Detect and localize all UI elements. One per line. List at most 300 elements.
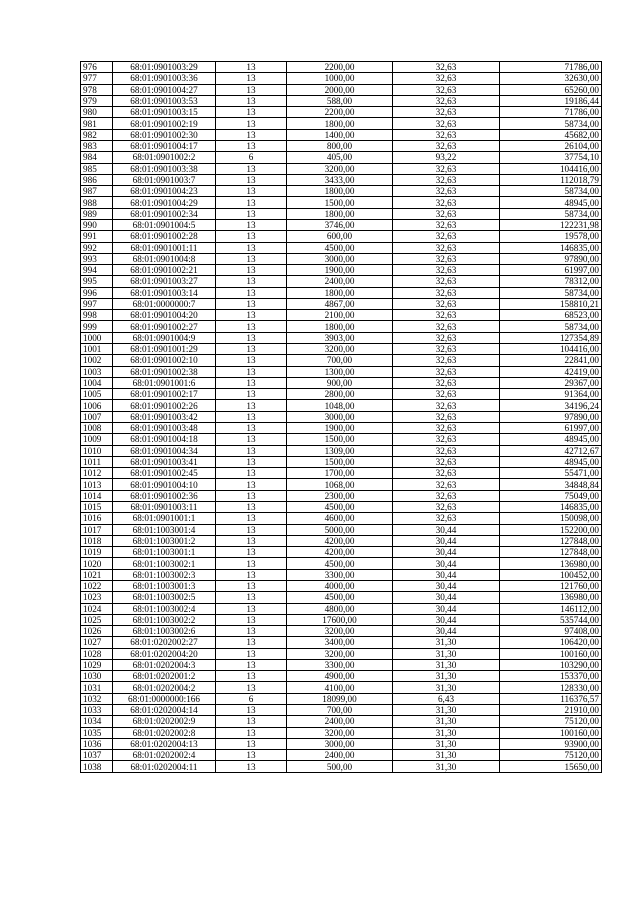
area-cell: 1700,00	[287, 468, 393, 479]
cadastral-number-cell: 68:01:0901003:36	[113, 73, 216, 84]
area-cell: 4200,00	[287, 547, 393, 558]
table-row	[81, 603, 602, 614]
table-row	[81, 389, 602, 400]
category-cell: 13	[216, 569, 287, 580]
area-cell: 3000,00	[287, 411, 393, 422]
rate-cell: 32,63	[393, 253, 500, 264]
row-number-cell: 999	[81, 321, 113, 332]
cadastral-number-cell: 68:01:0901003:53	[113, 95, 216, 106]
category-cell: 13	[216, 592, 287, 603]
value-cell: 100160,00	[500, 727, 602, 738]
area-cell: 4867,00	[287, 298, 393, 309]
cadastral-number-cell: 68:01:0901004:29	[113, 197, 216, 208]
value-cell: 32630,00	[500, 73, 602, 84]
row-number-cell: 1031	[81, 682, 113, 693]
table-row	[81, 321, 602, 332]
table-row	[81, 287, 602, 298]
cadastral-number-cell: 68:01:0901003:27	[113, 276, 216, 287]
table-row	[81, 344, 602, 355]
area-cell: 2400,00	[287, 716, 393, 727]
value-cell: 29367,00	[500, 377, 602, 388]
category-cell: 13	[216, 411, 287, 422]
area-cell: 3903,00	[287, 332, 393, 343]
rate-cell: 6,43	[393, 693, 500, 704]
category-cell: 13	[216, 490, 287, 501]
category-cell: 13	[216, 197, 287, 208]
category-cell: 13	[216, 535, 287, 546]
category-cell: 13	[216, 219, 287, 230]
category-cell: 13	[216, 603, 287, 614]
table-row	[81, 479, 602, 490]
table-row	[81, 411, 602, 422]
area-cell: 700,00	[287, 355, 393, 366]
cadastral-number-cell: 68:01:0901003:38	[113, 163, 216, 174]
row-number-cell: 1015	[81, 501, 113, 512]
category-cell: 13	[216, 287, 287, 298]
table-row	[81, 118, 602, 129]
cadastral-number-cell: 68:01:0202004:14	[113, 705, 216, 716]
area-cell: 1500,00	[287, 456, 393, 467]
rate-cell: 32,63	[393, 231, 500, 242]
cadastral-number-cell: 68:01:0901004:17	[113, 140, 216, 151]
value-cell: 146835,00	[500, 501, 602, 512]
table-row	[81, 592, 602, 603]
area-cell: 4500,00	[287, 242, 393, 253]
row-number-cell: 993	[81, 253, 113, 264]
category-cell: 13	[216, 524, 287, 535]
value-cell: 58734,00	[500, 186, 602, 197]
row-number-cell: 985	[81, 163, 113, 174]
category-cell: 13	[216, 231, 287, 242]
table-row	[81, 626, 602, 637]
area-cell: 700,00	[287, 705, 393, 716]
table-row	[81, 705, 602, 716]
area-cell: 2100,00	[287, 310, 393, 321]
area-cell: 2300,00	[287, 490, 393, 501]
area-cell: 1500,00	[287, 197, 393, 208]
land-plots-table	[80, 61, 602, 773]
rate-cell: 30,44	[393, 524, 500, 535]
rate-cell: 30,44	[393, 547, 500, 558]
cadastral-number-cell: 68:01:0901004:10	[113, 479, 216, 490]
area-cell: 5000,00	[287, 524, 393, 535]
table-row	[81, 490, 602, 501]
area-cell: 3200,00	[287, 163, 393, 174]
rate-cell: 32,63	[393, 434, 500, 445]
area-cell: 1800,00	[287, 321, 393, 332]
cadastral-number-cell: 68:01:0901003:11	[113, 501, 216, 512]
rate-cell: 32,63	[393, 298, 500, 309]
category-cell: 6	[216, 693, 287, 704]
category-cell: 13	[216, 366, 287, 377]
value-cell: 127354,89	[500, 332, 602, 343]
value-cell: 71786,00	[500, 62, 602, 73]
cadastral-number-cell: 68:01:1003002:5	[113, 592, 216, 603]
category-cell: 13	[216, 107, 287, 118]
row-number-cell: 1023	[81, 592, 113, 603]
row-number-cell: 1011	[81, 456, 113, 467]
area-cell: 1800,00	[287, 186, 393, 197]
area-cell: 2400,00	[287, 276, 393, 287]
value-cell: 78312,00	[500, 276, 602, 287]
table-row	[81, 738, 602, 749]
row-number-cell: 1019	[81, 547, 113, 558]
row-number-cell: 1018	[81, 535, 113, 546]
row-number-cell: 1001	[81, 344, 113, 355]
rate-cell: 32,63	[393, 366, 500, 377]
value-cell: 112018,79	[500, 174, 602, 185]
category-cell: 13	[216, 468, 287, 479]
category-cell: 13	[216, 84, 287, 95]
value-cell: 97890,00	[500, 253, 602, 264]
cadastral-number-cell: 68:01:0901001:1	[113, 513, 216, 524]
table-row	[81, 727, 602, 738]
cadastral-number-cell: 68:01:0901004:18	[113, 434, 216, 445]
category-cell: 13	[216, 62, 287, 73]
area-cell: 3000,00	[287, 253, 393, 264]
category-cell: 13	[216, 140, 287, 151]
value-cell: 48945,00	[500, 197, 602, 208]
category-cell: 13	[216, 344, 287, 355]
value-cell: 127848,00	[500, 535, 602, 546]
value-cell: 75049,00	[500, 490, 602, 501]
cadastral-number-cell: 68:01:0901002:2	[113, 152, 216, 163]
cadastral-number-cell: 68:01:1003002:3	[113, 569, 216, 580]
row-number-cell: 990	[81, 219, 113, 230]
rate-cell: 32,63	[393, 344, 500, 355]
table-row	[81, 524, 602, 535]
table-row	[81, 423, 602, 434]
area-cell: 600,00	[287, 231, 393, 242]
cadastral-number-cell: 68:01:0901002:19	[113, 118, 216, 129]
table-row	[81, 95, 602, 106]
row-number-cell: 1021	[81, 569, 113, 580]
rate-cell: 31,30	[393, 727, 500, 738]
category-cell: 13	[216, 186, 287, 197]
cadastral-number-cell: 68:01:1003001:3	[113, 580, 216, 591]
value-cell: 45682,00	[500, 129, 602, 140]
row-number-cell: 986	[81, 174, 113, 185]
category-cell: 13	[216, 682, 287, 693]
cadastral-number-cell: 68:01:0000000:7	[113, 298, 216, 309]
area-cell: 3200,00	[287, 648, 393, 659]
area-cell: 1800,00	[287, 118, 393, 129]
rate-cell: 30,44	[393, 569, 500, 580]
rate-cell: 32,63	[393, 174, 500, 185]
value-cell: 61997,00	[500, 423, 602, 434]
category-cell: 13	[216, 332, 287, 343]
value-cell: 100452,00	[500, 569, 602, 580]
area-cell: 800,00	[287, 140, 393, 151]
area-cell: 18099,00	[287, 693, 393, 704]
category-cell: 13	[216, 648, 287, 659]
row-number-cell: 977	[81, 73, 113, 84]
rate-cell: 31,30	[393, 659, 500, 670]
row-number-cell: 976	[81, 62, 113, 73]
table-row	[81, 659, 602, 670]
rate-cell: 30,44	[393, 592, 500, 603]
rate-cell: 31,30	[393, 682, 500, 693]
row-number-cell: 1008	[81, 423, 113, 434]
category-cell: 13	[216, 321, 287, 332]
table-row	[81, 377, 602, 388]
value-cell: 122231,98	[500, 219, 602, 230]
value-cell: 55471,00	[500, 468, 602, 479]
area-cell: 1900,00	[287, 423, 393, 434]
table-row	[81, 107, 602, 118]
value-cell: 150098,00	[500, 513, 602, 524]
cadastral-number-cell: 68:01:0901004:9	[113, 332, 216, 343]
row-number-cell: 1006	[81, 400, 113, 411]
cadastral-number-cell: 68:01:0202002:8	[113, 727, 216, 738]
row-number-cell: 996	[81, 287, 113, 298]
row-number-cell: 1035	[81, 727, 113, 738]
cadastral-number-cell: 68:01:0901002:34	[113, 208, 216, 219]
table-row	[81, 174, 602, 185]
area-cell: 900,00	[287, 377, 393, 388]
cadastral-number-cell: 68:01:0901004:27	[113, 84, 216, 95]
cadastral-number-cell: 68:01:0000000:166	[113, 693, 216, 704]
area-cell: 2400,00	[287, 750, 393, 761]
cadastral-number-cell: 68:01:0901003:29	[113, 62, 216, 73]
table-row	[81, 129, 602, 140]
cadastral-number-cell: 68:01:0901004:5	[113, 219, 216, 230]
area-cell: 1309,00	[287, 445, 393, 456]
row-number-cell: 1009	[81, 434, 113, 445]
cadastral-number-cell: 68:01:1003001:4	[113, 524, 216, 535]
category-cell: 13	[216, 174, 287, 185]
rate-cell: 32,63	[393, 456, 500, 467]
value-cell: 34196,24	[500, 400, 602, 411]
table-row	[81, 614, 602, 625]
value-cell: 22841,00	[500, 355, 602, 366]
category-cell: 13	[216, 253, 287, 264]
rate-cell: 31,30	[393, 738, 500, 749]
rate-cell: 32,63	[393, 197, 500, 208]
value-cell: 97890,00	[500, 411, 602, 422]
rate-cell: 32,63	[393, 62, 500, 73]
rate-cell: 93,22	[393, 152, 500, 163]
value-cell: 97408,00	[500, 626, 602, 637]
row-number-cell: 1020	[81, 558, 113, 569]
area-cell: 4600,00	[287, 513, 393, 524]
category-cell: 13	[216, 423, 287, 434]
row-number-cell: 987	[81, 186, 113, 197]
rate-cell: 32,63	[393, 332, 500, 343]
category-cell: 13	[216, 614, 287, 625]
row-number-cell: 1027	[81, 637, 113, 648]
table-body	[81, 62, 602, 773]
row-number-cell: 1026	[81, 626, 113, 637]
area-cell: 4800,00	[287, 603, 393, 614]
category-cell: 13	[216, 671, 287, 682]
row-number-cell: 1017	[81, 524, 113, 535]
area-cell: 3300,00	[287, 659, 393, 670]
row-number-cell: 982	[81, 129, 113, 140]
value-cell: 26104,00	[500, 140, 602, 151]
rate-cell: 32,63	[393, 276, 500, 287]
rate-cell: 32,63	[393, 219, 500, 230]
cadastral-number-cell: 68:01:1003002:6	[113, 626, 216, 637]
table-row	[81, 276, 602, 287]
row-number-cell: 980	[81, 107, 113, 118]
rate-cell: 32,63	[393, 377, 500, 388]
value-cell: 106420,00	[500, 637, 602, 648]
cadastral-number-cell: 68:01:1003001:2	[113, 535, 216, 546]
value-cell: 91364,00	[500, 389, 602, 400]
value-cell: 158810,21	[500, 298, 602, 309]
table-row	[81, 637, 602, 648]
rate-cell: 32,63	[393, 95, 500, 106]
row-number-cell: 994	[81, 265, 113, 276]
category-cell: 13	[216, 547, 287, 558]
table-row	[81, 468, 602, 479]
table-row	[81, 366, 602, 377]
category-cell: 13	[216, 276, 287, 287]
row-number-cell: 1032	[81, 693, 113, 704]
area-cell: 588,00	[287, 95, 393, 106]
rate-cell: 32,63	[393, 479, 500, 490]
category-cell: 13	[216, 129, 287, 140]
cadastral-number-cell: 68:01:0901003:42	[113, 411, 216, 422]
table-row	[81, 242, 602, 253]
cadastral-number-cell: 68:01:0202004:11	[113, 761, 216, 772]
rate-cell: 32,63	[393, 411, 500, 422]
area-cell: 4000,00	[287, 580, 393, 591]
cadastral-number-cell: 68:01:0901002:28	[113, 231, 216, 242]
rate-cell: 31,30	[393, 637, 500, 648]
cadastral-number-cell: 68:01:0901002:27	[113, 321, 216, 332]
row-number-cell: 1007	[81, 411, 113, 422]
area-cell: 4100,00	[287, 682, 393, 693]
row-number-cell: 1010	[81, 445, 113, 456]
table-row	[81, 84, 602, 95]
rate-cell: 31,30	[393, 705, 500, 716]
area-cell: 3000,00	[287, 738, 393, 749]
area-cell: 4500,00	[287, 558, 393, 569]
table-row	[81, 716, 602, 727]
category-cell: 13	[216, 242, 287, 253]
category-cell: 13	[216, 479, 287, 490]
table-row	[81, 400, 602, 411]
area-cell: 2200,00	[287, 107, 393, 118]
rate-cell: 31,30	[393, 750, 500, 761]
cadastral-number-cell: 68:01:0901002:36	[113, 490, 216, 501]
cadastral-number-cell: 68:01:0901004:20	[113, 310, 216, 321]
table-row	[81, 456, 602, 467]
table-row	[81, 140, 602, 151]
category-cell: 13	[216, 434, 287, 445]
value-cell: 34848,84	[500, 479, 602, 490]
cadastral-number-cell: 68:01:0901002:21	[113, 265, 216, 276]
value-cell: 37754,10	[500, 152, 602, 163]
area-cell: 2200,00	[287, 62, 393, 73]
value-cell: 116376,57	[500, 693, 602, 704]
value-cell: 19578,00	[500, 231, 602, 242]
area-cell: 500,00	[287, 761, 393, 772]
category-cell: 13	[216, 265, 287, 276]
cadastral-number-cell: 68:01:0202004:2	[113, 682, 216, 693]
table-row	[81, 580, 602, 591]
cadastral-number-cell: 68:01:1003002:1	[113, 558, 216, 569]
rate-cell: 32,63	[393, 513, 500, 524]
rate-cell: 32,63	[393, 310, 500, 321]
table-row	[81, 152, 602, 163]
rate-cell: 30,44	[393, 603, 500, 614]
row-number-cell: 1005	[81, 389, 113, 400]
table-row	[81, 163, 602, 174]
value-cell: 19186,44	[500, 95, 602, 106]
rate-cell: 32,63	[393, 501, 500, 512]
rate-cell: 32,63	[393, 163, 500, 174]
category-cell: 13	[216, 727, 287, 738]
table-row	[81, 558, 602, 569]
rate-cell: 32,63	[393, 355, 500, 366]
category-cell: 13	[216, 208, 287, 219]
row-number-cell: 998	[81, 310, 113, 321]
value-cell: 128330,00	[500, 682, 602, 693]
cadastral-number-cell: 68:01:0901002:17	[113, 389, 216, 400]
category-cell: 13	[216, 558, 287, 569]
area-cell: 1800,00	[287, 287, 393, 298]
cadastral-number-cell: 68:01:0901002:30	[113, 129, 216, 140]
area-cell: 4200,00	[287, 535, 393, 546]
cadastral-number-cell: 68:01:0901002:45	[113, 468, 216, 479]
area-cell: 17600,00	[287, 614, 393, 625]
rate-cell: 31,30	[393, 716, 500, 727]
value-cell: 153370,00	[500, 671, 602, 682]
category-cell: 13	[216, 377, 287, 388]
table-row	[81, 298, 602, 309]
category-cell: 13	[216, 637, 287, 648]
rate-cell: 32,63	[393, 129, 500, 140]
table-row	[81, 648, 602, 659]
rate-cell: 31,30	[393, 648, 500, 659]
area-cell: 1048,00	[287, 400, 393, 411]
row-number-cell: 995	[81, 276, 113, 287]
value-cell: 71786,00	[500, 107, 602, 118]
cadastral-number-cell: 68:01:1003001:1	[113, 547, 216, 558]
cadastral-number-cell: 68:01:0901001:29	[113, 344, 216, 355]
rate-cell: 30,44	[393, 580, 500, 591]
value-cell: 75120,00	[500, 716, 602, 727]
table-row	[81, 253, 602, 264]
cadastral-number-cell: 68:01:0901003:14	[113, 287, 216, 298]
table-row	[81, 693, 602, 704]
value-cell: 136980,00	[500, 558, 602, 569]
category-cell: 6	[216, 152, 287, 163]
area-cell: 1500,00	[287, 434, 393, 445]
area-cell: 3300,00	[287, 569, 393, 580]
table-row	[81, 569, 602, 580]
cadastral-number-cell: 68:01:0901002:38	[113, 366, 216, 377]
area-cell: 3433,00	[287, 174, 393, 185]
category-cell: 13	[216, 513, 287, 524]
category-cell: 13	[216, 501, 287, 512]
area-cell: 3200,00	[287, 727, 393, 738]
value-cell: 103290,00	[500, 659, 602, 670]
rate-cell: 32,63	[393, 445, 500, 456]
cadastral-number-cell: 68:01:1003002:2	[113, 614, 216, 625]
category-cell: 13	[216, 355, 287, 366]
value-cell: 58734,00	[500, 118, 602, 129]
cadastral-number-cell: 68:01:0202004:3	[113, 659, 216, 670]
row-number-cell: 983	[81, 140, 113, 151]
category-cell: 13	[216, 95, 287, 106]
area-cell: 1068,00	[287, 479, 393, 490]
category-cell: 13	[216, 400, 287, 411]
value-cell: 75120,00	[500, 750, 602, 761]
